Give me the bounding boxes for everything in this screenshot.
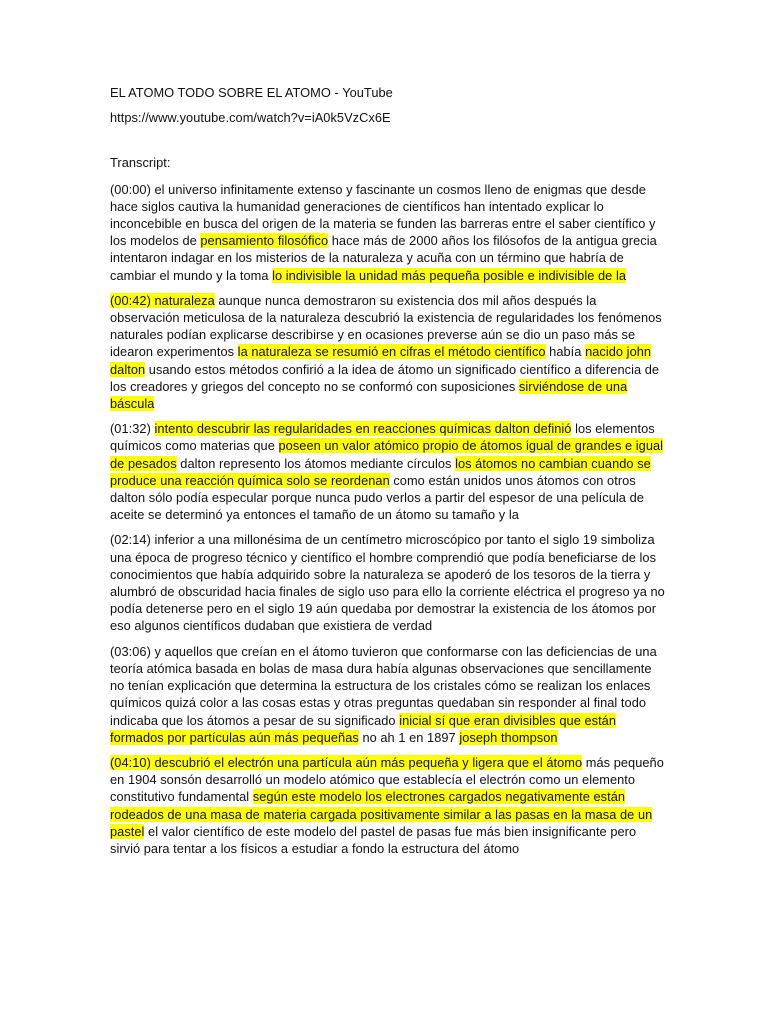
highlighted-text: según este modelo los electrones cargados negativamente están rodeados de una masa de materia cargada positivamente similar a las pasas en la masa de un pastel (110, 789, 653, 839)
transcript-paragraph (110, 181, 668, 284)
transcript-paragraph (110, 420, 668, 523)
document-title: EL ATOMO TODO SOBRE EL ATOMO - YouTube (110, 85, 393, 100)
transcript-paragraph (110, 754, 668, 857)
highlighted-text: inicial sí que eran divisibles que están formados por partículas aún más pequeñas (110, 712, 617, 745)
transcript-text: (02:14) inferior a una millonésima de un centímetro microscópico por tanto el siglo 19 simboliza una época de progreso técnico y científico el hombre comprendió que podía beneficiarse de los conocimientos que había adquirido sobre la naturaleza se apoderó de los tesoros de la tierra y alumbró de obscuridad hacia finales de siglo uso para ello la corriente eléctrica el progreso ya no podía detenerse pero en el siglo 19 aún quedaba por demostrar la existencia de los átomos por eso algunos científicos dudaban que existiera de verdad (110, 532, 665, 634)
transcript-paragraph (110, 292, 668, 412)
video-url: https://www.youtube.com/watch?v=iA0k5VzCx6E (110, 110, 391, 126)
transcript-text: no ah 1 en 1897 (358, 729, 460, 745)
transcript-paragraph (110, 643, 668, 746)
highlighted-text: (04:10) descubrió el electrón una partícula aún más pequeña y ligera que el átomo (110, 754, 583, 770)
highlighted-text: la naturaleza se resumió en cifras el método científico (237, 344, 546, 360)
transcript-paragraph (110, 531, 668, 634)
highlighted-text: pensamiento filosófico (200, 233, 329, 249)
highlighted-text: nacido john dalton (110, 344, 652, 377)
highlighted-text: sirviéndose de una báscula (110, 378, 628, 412)
transcript-text: más pequeño en 1904 sonsón desarrolló un modelo atómico que establecía el electrón como un elemento constitutivo fundamental (110, 754, 664, 805)
transcript-label: Transcript: (110, 155, 171, 171)
highlighted-text: poseen un valor atómico propio de átomos igual de grandes e igual de pesados (110, 438, 664, 471)
transcript-text: hace más de 2000 años los filósofos de la antigua grecia intentaron indagar en los misterios de la naturaleza y acuña con un término que habría de cambiar el mundo y la toma (110, 233, 657, 283)
highlighted-text: joseph thompson (459, 729, 558, 745)
transcript-text: usando estos métodos confirió a la idea de átomo un significado científico a diferencia de los creadores y griegos del concepto no se conformó con suposiciones (110, 361, 660, 394)
transcript-text: como están unidos unos átomos con otros dalton sólo podía especular porque nunca pudo verlos a partir del espesor de una película de aceite se determinó ya entonces el tamaño de un átomo su tamaño y la (110, 472, 644, 523)
transcript-text: (00:00) el universo infinitamente extenso y fascinante un cosmos lleno de enigmas que desde hace siglos cautiva la humanidad generaciones de científicos han intentado explicar lo inconcebible en busca del origen de la materia se funden las barreras entre el saber científico y los modelos de (110, 181, 656, 249)
transcript-text: había (545, 344, 586, 360)
transcript-body (110, 181, 668, 858)
highlighted-text: intento descubrir las regularidades en reacciones químicas dalton definió (154, 421, 572, 437)
transcript-text: los elementos químicos como materias que (110, 421, 655, 454)
transcript-text: el valor científico de este modelo del pastel de pasas fue más bien insignificante pero sirvió para tentar a los físicos a estudiar a fondo la estructura del átomo (110, 823, 637, 856)
highlighted-text: los átomos no cambian cuando se produce una reacción química solo se reordenan (110, 455, 651, 488)
highlighted-text: (00:42) naturaleza (110, 292, 215, 308)
transcript-text: dalton represento los átomos mediante círculos (176, 455, 456, 471)
highlighted-text: lo indivisible la unidad más pequeña posible e indivisible de la (272, 267, 627, 283)
transcript-text: (01:32) (110, 421, 155, 437)
transcript-text: aunque nunca demostraron su existencia dos mil años después la observación meticulosa de la naturaleza descubrió la existencia de regularidades los fenómenos naturales podían explicarse describirse y en ocasiones preverse aún se dio un paso más se idearon experimentos (110, 292, 662, 360)
transcript-text: (03:06) y aquellos que creían en el átomo tuvieron que conformarse con las deficiencias de una teoría atómica basada en bolas de masa dura había algunas observaciones que sencillamente no tenían explicación que determina la estructura de los cristales cómo se realizan los enlaces químicos quizá color a las cosas estas y otras preguntas quedaban sin responder al final todo indicaba que los átomos a pesar de su significado (110, 643, 657, 728)
